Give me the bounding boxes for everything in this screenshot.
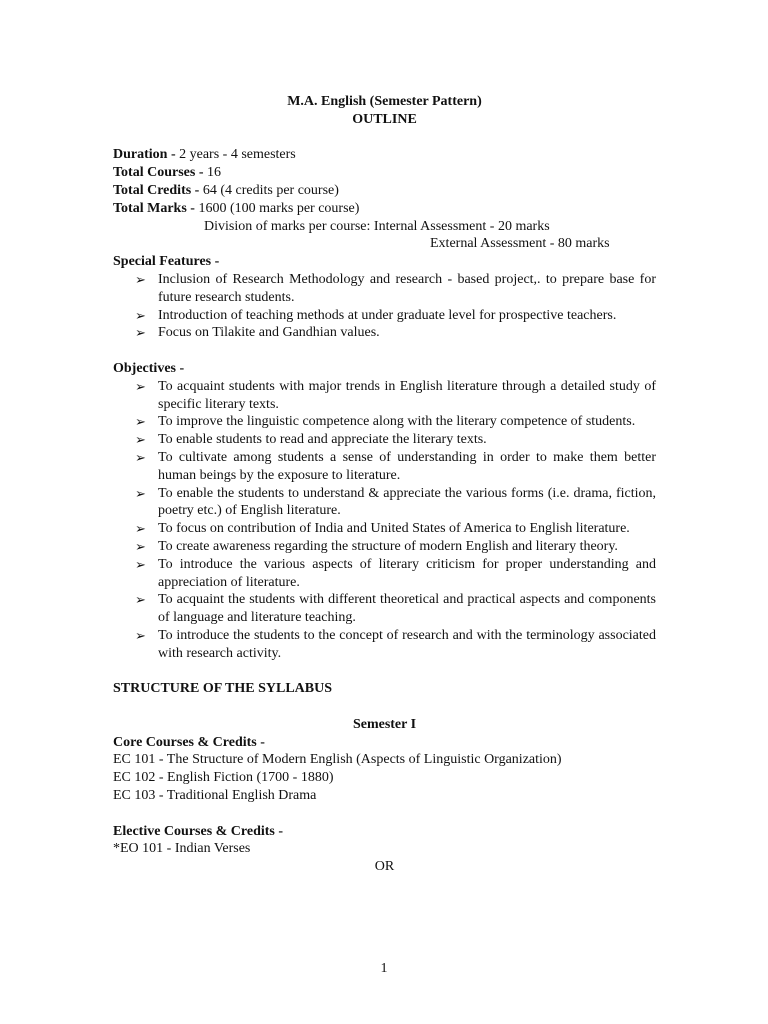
- internal-assessment-line: Division of marks per course: Internal Assessment - 20 marks: [204, 218, 550, 234]
- list-item: [135, 538, 656, 556]
- list-item-text: To enable the students to understand & appreciate the various forms (i.e. drama, fiction, poetry etc.) of English literature.: [158, 485, 656, 519]
- list-item: [135, 378, 656, 414]
- list-item: [135, 449, 656, 485]
- arrow-bullet-icon: ➢: [135, 307, 146, 323]
- document-page: [113, 93, 656, 876]
- special-features-heading: Special Features -: [113, 254, 220, 270]
- arrow-bullet-icon: ➢: [135, 432, 146, 448]
- spacer: [113, 342, 656, 360]
- arrow-bullet-icon: ➢: [135, 378, 146, 394]
- total-courses-label: Total Courses -: [113, 165, 204, 181]
- total-courses-value: 16: [203, 165, 221, 181]
- total-marks-value: 1600 (100 marks per course): [194, 200, 360, 216]
- list-item-text: To focus on contribution of India and United States of America to English literature.: [158, 521, 630, 537]
- list-item: [135, 591, 656, 627]
- list-item-text: To cultivate among students a sense of understanding in order to make them better human beings by the exposure to literature.: [158, 449, 656, 483]
- list-item: [135, 413, 656, 431]
- list-item-text: To introduce the students to the concept of research and with the terminology associated with research activity.: [158, 627, 656, 661]
- objectives-list: [113, 378, 656, 663]
- list-item: [135, 271, 656, 307]
- arrow-bullet-icon: ➢: [135, 627, 146, 643]
- list-item-text: To acquaint students with major trends in English literature through a detailed study of specific literary texts.: [158, 378, 656, 412]
- document-subtitle: OUTLINE: [352, 111, 417, 127]
- arrow-bullet-icon: ➢: [135, 592, 146, 608]
- elective-courses-heading: Elective Courses & Credits -: [113, 823, 284, 839]
- list-item: [135, 485, 656, 521]
- total-marks-label: Total Marks -: [113, 200, 195, 216]
- total-credits-value: 64 (4 credits per course): [199, 182, 339, 198]
- special-features-list: [113, 271, 656, 342]
- list-item: [135, 627, 656, 663]
- arrow-bullet-icon: ➢: [135, 325, 146, 341]
- spacer: [113, 663, 656, 681]
- elective-course-item: *EO 101 - Indian Verses: [113, 841, 251, 857]
- total-credits-label: Total Credits -: [113, 182, 200, 198]
- list-item-text: Focus on Tilakite and Gandhian values.: [158, 325, 380, 341]
- external-assessment-line: External Assessment - 80 marks: [430, 236, 610, 252]
- list-item: [135, 431, 656, 449]
- list-item-text: To introduce the various aspects of literary criticism for proper understanding and appreciation of literature.: [158, 556, 656, 590]
- list-item: [135, 556, 656, 592]
- list-item: [135, 324, 656, 342]
- document-title: M.A. English (Semester Pattern): [287, 94, 482, 109]
- spacer: [113, 805, 656, 823]
- duration-label: Duration -: [113, 147, 176, 163]
- page-number: 1: [380, 961, 388, 976]
- list-item: [135, 520, 656, 538]
- list-item-text: To create awareness regarding the structure of modern English and literary theory.: [158, 538, 618, 554]
- total-courses-line: [113, 164, 656, 182]
- duration-line: [113, 146, 656, 164]
- arrow-bullet-icon: ➢: [135, 538, 146, 554]
- structure-heading: STRUCTURE OF THE SYLLABUS: [113, 681, 333, 697]
- semester-heading: Semester I: [352, 716, 417, 732]
- total-marks-line: [113, 200, 656, 218]
- list-item: [135, 307, 656, 325]
- spacer: [113, 129, 656, 147]
- list-item-text: Introduction of teaching methods at under graduate level for prospective teachers.: [158, 307, 617, 323]
- spacer: [113, 698, 656, 716]
- total-credits-line: [113, 182, 656, 200]
- objectives-heading: Objectives -: [113, 360, 185, 376]
- list-item-text: To acquaint the students with different theoretical and practical aspects and components of language and literature teaching.: [158, 592, 656, 626]
- arrow-bullet-icon: ➢: [135, 556, 146, 572]
- list-item-text: To improve the linguistic competence along with the literary competence of students.: [158, 414, 636, 430]
- arrow-bullet-icon: ➢: [135, 414, 146, 430]
- core-course-item: EC 103 - Traditional English Drama: [113, 788, 317, 804]
- arrow-bullet-icon: ➢: [135, 521, 146, 537]
- list-item-text: To enable students to read and appreciate the literary texts.: [158, 432, 487, 448]
- arrow-bullet-icon: ➢: [135, 449, 146, 465]
- or-separator: OR: [374, 859, 395, 875]
- duration-value: 2 years - 4 semesters: [175, 147, 296, 163]
- core-courses-heading: Core Courses & Credits -: [113, 734, 265, 750]
- core-course-item: EC 102 - English Fiction (1700 - 1880): [113, 770, 334, 786]
- arrow-bullet-icon: ➢: [135, 485, 146, 501]
- list-item-text: Inclusion of Research Methodology and research - based project,. to prepare base for future research students.: [158, 271, 656, 305]
- arrow-bullet-icon: ➢: [135, 271, 146, 287]
- core-course-item: EC 101 - The Structure of Modern English (Aspects of Linguistic Organization): [113, 752, 562, 768]
